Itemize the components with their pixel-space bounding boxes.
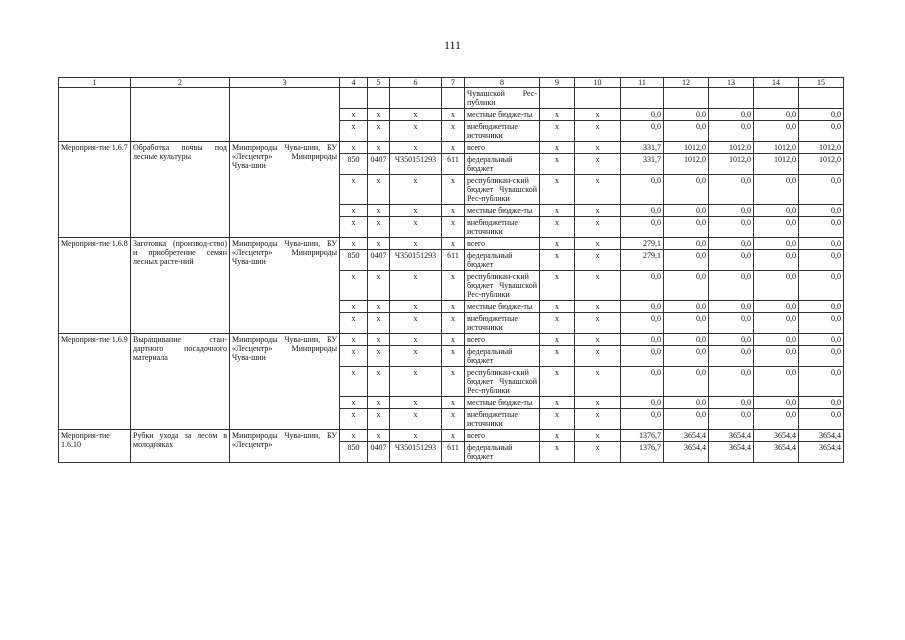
column-number: 1 bbox=[59, 78, 131, 88]
column-number: 4 bbox=[340, 78, 368, 88]
target-article-code: х bbox=[390, 409, 442, 430]
column-number: 10 bbox=[575, 78, 621, 88]
target-article-code: Ч350151293 bbox=[390, 442, 442, 463]
amount-cell: 0,0 bbox=[754, 271, 799, 301]
amount-cell: 0,0 bbox=[664, 250, 709, 271]
empty-cell bbox=[131, 109, 230, 121]
amount-cell: 0,0 bbox=[799, 175, 844, 205]
gl-admin-code: х bbox=[340, 175, 368, 205]
measure-code: Мероприя-тие 1.6.7 bbox=[59, 142, 131, 238]
column-number: 11 bbox=[621, 78, 664, 88]
section-code: х bbox=[368, 301, 390, 313]
amount-cell: 0,0 bbox=[621, 367, 664, 397]
year-col-9: х bbox=[540, 334, 575, 346]
amount-cell: 0,0 bbox=[664, 109, 709, 121]
amount-cell: 0,0 bbox=[709, 301, 754, 313]
amount-cell: 0,0 bbox=[754, 175, 799, 205]
target-article-code: х bbox=[390, 334, 442, 346]
expense-type-code: 611 bbox=[442, 442, 465, 463]
gl-admin-code: х bbox=[340, 409, 368, 430]
amount-cell: 0,0 bbox=[621, 271, 664, 301]
year-col-10: х bbox=[575, 205, 621, 217]
gl-admin-code: 850 bbox=[340, 154, 368, 175]
gl-admin-code: х bbox=[340, 334, 368, 346]
amount-cell: 0,0 bbox=[664, 271, 709, 301]
amount-cell: 1012,0 bbox=[709, 142, 754, 154]
target-article-code: Ч350151293 bbox=[390, 154, 442, 175]
amount-cell: 0,0 bbox=[754, 397, 799, 409]
amount-cell: 0,0 bbox=[754, 313, 799, 334]
gl-admin-code: х bbox=[340, 205, 368, 217]
funding-source: всего bbox=[465, 334, 540, 346]
section-code: 0407 bbox=[368, 154, 390, 175]
expense-type-code: х bbox=[442, 121, 465, 142]
year-col-10: х bbox=[575, 334, 621, 346]
amount-cell: 0,0 bbox=[709, 205, 754, 217]
amount-cell: 0,0 bbox=[709, 217, 754, 238]
amount-cell: 0,0 bbox=[621, 334, 664, 346]
year-col-10: х bbox=[575, 154, 621, 175]
gl-admin-code: х bbox=[340, 367, 368, 397]
funding-source: местные бюдже-ты bbox=[465, 205, 540, 217]
gl-admin-code: х bbox=[340, 142, 368, 154]
year-col-10: х bbox=[575, 409, 621, 430]
amount-cell: 331,7 bbox=[621, 154, 664, 175]
column-number: 15 bbox=[799, 78, 844, 88]
section-code: х bbox=[368, 367, 390, 397]
amount-cell: 1012,0 bbox=[799, 154, 844, 175]
section-code: х bbox=[368, 142, 390, 154]
responsible-executor: Минприроды Чува-шии, БУ «Лесцентр» Минприроды Чува-шии bbox=[230, 334, 340, 430]
amount-cell: 0,0 bbox=[799, 238, 844, 250]
responsible-executor: Минприроды Чува-шии, БУ «Лесцентр» Минприроды Чува-шии bbox=[230, 142, 340, 238]
section-code: х bbox=[368, 334, 390, 346]
gl-admin-code: х bbox=[340, 301, 368, 313]
amount-cell: 3654,4 bbox=[709, 442, 754, 463]
section-code: х bbox=[368, 238, 390, 250]
amount-cell: 0,0 bbox=[664, 205, 709, 217]
expense-type-code: х bbox=[442, 367, 465, 397]
amount-cell: 0,0 bbox=[799, 334, 844, 346]
funding-source: внебюджетные источники bbox=[465, 217, 540, 238]
gl-admin-code: х bbox=[340, 271, 368, 301]
amount-cell: 1012,0 bbox=[709, 154, 754, 175]
year-col-9: х bbox=[540, 409, 575, 430]
column-number: 6 bbox=[390, 78, 442, 88]
amount-cell: 3654,4 bbox=[754, 442, 799, 463]
target-article-code: х bbox=[390, 346, 442, 367]
amount-cell: 0,0 bbox=[709, 109, 754, 121]
amount-cell: 0,0 bbox=[754, 217, 799, 238]
funding-source: Чувашской Рес-публики bbox=[465, 88, 540, 109]
year-col-10: х bbox=[575, 250, 621, 271]
year-col-9: х bbox=[540, 109, 575, 121]
year-col-10: х bbox=[575, 397, 621, 409]
section-code: х bbox=[368, 346, 390, 367]
gl-admin-code: х bbox=[340, 313, 368, 334]
amount-cell: 0,0 bbox=[799, 121, 844, 142]
year-col-10: х bbox=[575, 301, 621, 313]
funding-source: федеральный бюджет bbox=[465, 346, 540, 367]
amount-cell: 0,0 bbox=[709, 175, 754, 205]
amount-cell: 0,0 bbox=[621, 409, 664, 430]
empty-cell bbox=[230, 109, 340, 121]
amount-cell: 0,0 bbox=[664, 301, 709, 313]
amount-cell: 3654,4 bbox=[799, 442, 844, 463]
table-row bbox=[59, 238, 844, 250]
amount-cell: 0,0 bbox=[754, 205, 799, 217]
budget-table bbox=[58, 77, 844, 463]
amount-cell: 0,0 bbox=[799, 271, 844, 301]
amount-cell: 3654,4 bbox=[754, 430, 799, 442]
year-col-9: х bbox=[540, 346, 575, 367]
empty-cell bbox=[799, 88, 844, 109]
amount-cell: 0,0 bbox=[621, 121, 664, 142]
section-code: х bbox=[368, 121, 390, 142]
amount-cell: 0,0 bbox=[754, 121, 799, 142]
amount-cell: 0,0 bbox=[709, 334, 754, 346]
target-article-code: х bbox=[390, 175, 442, 205]
gl-admin-code: х bbox=[340, 121, 368, 142]
year-col-9: х bbox=[540, 217, 575, 238]
table-row bbox=[59, 109, 844, 121]
empty-cell bbox=[754, 88, 799, 109]
empty-cell bbox=[131, 121, 230, 142]
funding-source: республикан-ский бюджет Чувашской Рес-публики bbox=[465, 271, 540, 301]
amount-cell: 0,0 bbox=[754, 409, 799, 430]
year-col-9: х bbox=[540, 121, 575, 142]
funding-source: федеральный бюджет bbox=[465, 442, 540, 463]
amount-cell: 0,0 bbox=[709, 367, 754, 397]
amount-cell: 0,0 bbox=[709, 250, 754, 271]
year-col-9: х bbox=[540, 430, 575, 442]
year-col-9: х bbox=[540, 250, 575, 271]
year-col-10: х bbox=[575, 430, 621, 442]
expense-type-code: х bbox=[442, 205, 465, 217]
amount-cell: 0,0 bbox=[664, 409, 709, 430]
responsible-executor: Минприроды Чува-шии, БУ «Лесцентр» bbox=[230, 430, 340, 463]
amount-cell: 1376,7 bbox=[621, 430, 664, 442]
empty-cell bbox=[709, 88, 754, 109]
section-code: х bbox=[368, 271, 390, 301]
amount-cell: 0,0 bbox=[709, 121, 754, 142]
target-article-code: х bbox=[390, 313, 442, 334]
empty-cell bbox=[442, 88, 465, 109]
expense-type-code: 611 bbox=[442, 154, 465, 175]
funding-source: всего bbox=[465, 142, 540, 154]
amount-cell: 1012,0 bbox=[664, 154, 709, 175]
empty-cell bbox=[340, 88, 368, 109]
amount-cell: 0,0 bbox=[799, 109, 844, 121]
page-number: 111 bbox=[443, 38, 462, 52]
section-code: х bbox=[368, 205, 390, 217]
amount-cell: 0,0 bbox=[799, 301, 844, 313]
amount-cell: 0,0 bbox=[664, 397, 709, 409]
year-col-10: х bbox=[575, 175, 621, 205]
target-article-code: х bbox=[390, 217, 442, 238]
table-row bbox=[59, 142, 844, 154]
measure-code: Мероприя-тие 1.6.9 bbox=[59, 334, 131, 430]
amount-cell: 0,0 bbox=[799, 409, 844, 430]
year-col-9: х bbox=[540, 442, 575, 463]
amount-cell: 3654,4 bbox=[709, 430, 754, 442]
empty-cell bbox=[59, 121, 131, 142]
column-number: 14 bbox=[754, 78, 799, 88]
amount-cell: 0,0 bbox=[621, 205, 664, 217]
amount-cell: 0,0 bbox=[664, 121, 709, 142]
section-code: х bbox=[368, 397, 390, 409]
section-code: х bbox=[368, 409, 390, 430]
section-code: х bbox=[368, 430, 390, 442]
funding-source: внебюджетные источники bbox=[465, 409, 540, 430]
amount-cell: 0,0 bbox=[709, 271, 754, 301]
year-col-10: х bbox=[575, 121, 621, 142]
section-code: 0407 bbox=[368, 442, 390, 463]
amount-cell: 0,0 bbox=[621, 346, 664, 367]
gl-admin-code: х bbox=[340, 430, 368, 442]
target-article-code: х bbox=[390, 205, 442, 217]
empty-cell bbox=[230, 88, 340, 109]
funding-source: местные бюдже-ты bbox=[465, 109, 540, 121]
gl-admin-code: х bbox=[340, 346, 368, 367]
amount-cell: 0,0 bbox=[664, 367, 709, 397]
amount-cell: 3654,4 bbox=[664, 430, 709, 442]
funding-source: федеральный бюджет bbox=[465, 154, 540, 175]
gl-admin-code: х bbox=[340, 397, 368, 409]
gl-admin-code: 850 bbox=[340, 442, 368, 463]
amount-cell: 0,0 bbox=[709, 238, 754, 250]
year-col-10: х bbox=[575, 271, 621, 301]
year-col-10: х bbox=[575, 217, 621, 238]
year-col-9: х bbox=[540, 271, 575, 301]
amount-cell: 0,0 bbox=[621, 397, 664, 409]
amount-cell: 0,0 bbox=[709, 313, 754, 334]
expense-type-code: х bbox=[442, 334, 465, 346]
amount-cell: 0,0 bbox=[754, 334, 799, 346]
empty-cell bbox=[540, 88, 575, 109]
empty-cell bbox=[575, 88, 621, 109]
year-col-9: х bbox=[540, 154, 575, 175]
gl-admin-code: 850 bbox=[340, 250, 368, 271]
section-code: 0407 bbox=[368, 250, 390, 271]
measure-name: Выращивание стан-дартного посадочного материала bbox=[131, 334, 230, 430]
expense-type-code: 611 bbox=[442, 250, 465, 271]
table-row bbox=[59, 334, 844, 346]
amount-cell: 1012,0 bbox=[799, 142, 844, 154]
target-article-code: х bbox=[390, 430, 442, 442]
empty-cell bbox=[664, 88, 709, 109]
funding-source: местные бюдже-ты bbox=[465, 301, 540, 313]
year-col-10: х bbox=[575, 442, 621, 463]
year-col-10: х bbox=[575, 142, 621, 154]
expense-type-code: х bbox=[442, 217, 465, 238]
expense-type-code: х bbox=[442, 409, 465, 430]
gl-admin-code: х bbox=[340, 238, 368, 250]
amount-cell: 0,0 bbox=[709, 397, 754, 409]
year-col-9: х bbox=[540, 301, 575, 313]
amount-cell: 0,0 bbox=[664, 313, 709, 334]
column-number: 7 bbox=[442, 78, 465, 88]
expense-type-code: х bbox=[442, 109, 465, 121]
funding-source: всего bbox=[465, 430, 540, 442]
amount-cell: 0,0 bbox=[621, 109, 664, 121]
table-row bbox=[59, 88, 844, 109]
funding-source: местные бюдже-ты bbox=[465, 397, 540, 409]
column-number: 8 bbox=[465, 78, 540, 88]
amount-cell: 0,0 bbox=[664, 346, 709, 367]
amount-cell: 0,0 bbox=[709, 409, 754, 430]
amount-cell: 0,0 bbox=[799, 217, 844, 238]
amount-cell: 0,0 bbox=[754, 250, 799, 271]
amount-cell: 279,1 bbox=[621, 238, 664, 250]
expense-type-code: х bbox=[442, 142, 465, 154]
amount-cell: 3654,4 bbox=[664, 442, 709, 463]
section-code: х bbox=[368, 217, 390, 238]
target-article-code: х bbox=[390, 109, 442, 121]
amount-cell: 0,0 bbox=[709, 346, 754, 367]
target-article-code: Ч350151293 bbox=[390, 250, 442, 271]
empty-cell bbox=[621, 88, 664, 109]
expense-type-code: х bbox=[442, 313, 465, 334]
year-col-9: х bbox=[540, 175, 575, 205]
funding-source: федеральный бюджет bbox=[465, 250, 540, 271]
amount-cell: 0,0 bbox=[621, 217, 664, 238]
amount-cell: 0,0 bbox=[664, 334, 709, 346]
amount-cell: 0,0 bbox=[754, 238, 799, 250]
column-number: 13 bbox=[709, 78, 754, 88]
column-number: 12 bbox=[664, 78, 709, 88]
amount-cell: 0,0 bbox=[621, 301, 664, 313]
amount-cell: 279,1 bbox=[621, 250, 664, 271]
column-number: 9 bbox=[540, 78, 575, 88]
target-article-code: х bbox=[390, 142, 442, 154]
amount-cell: 0,0 bbox=[621, 175, 664, 205]
column-number: 3 bbox=[230, 78, 340, 88]
expense-type-code: х bbox=[442, 238, 465, 250]
section-code: х bbox=[368, 109, 390, 121]
section-code: х bbox=[368, 175, 390, 205]
amount-cell: 3654,4 bbox=[799, 430, 844, 442]
section-code: х bbox=[368, 313, 390, 334]
year-col-9: х bbox=[540, 142, 575, 154]
amount-cell: 0,0 bbox=[799, 346, 844, 367]
table-row bbox=[59, 121, 844, 142]
amount-cell: 0,0 bbox=[621, 313, 664, 334]
year-col-10: х bbox=[575, 109, 621, 121]
year-col-9: х bbox=[540, 238, 575, 250]
amount-cell: 331,7 bbox=[621, 142, 664, 154]
column-number: 2 bbox=[131, 78, 230, 88]
empty-cell bbox=[368, 88, 390, 109]
amount-cell: 1012,0 bbox=[754, 154, 799, 175]
year-col-10: х bbox=[575, 367, 621, 397]
funding-source: республикан-ский бюджет Чувашской Рес-публики bbox=[465, 175, 540, 205]
empty-cell bbox=[59, 88, 131, 109]
amount-cell: 0,0 bbox=[754, 346, 799, 367]
target-article-code: х bbox=[390, 367, 442, 397]
funding-source: внебюджетные источники bbox=[465, 121, 540, 142]
amount-cell: 0,0 bbox=[754, 367, 799, 397]
empty-cell bbox=[59, 109, 131, 121]
amount-cell: 0,0 bbox=[664, 238, 709, 250]
amount-cell: 0,0 bbox=[799, 313, 844, 334]
column-number: 5 bbox=[368, 78, 390, 88]
responsible-executor: Минприроды Чува-шии, БУ «Лесцентр» Минприроды Чува-шии bbox=[230, 238, 340, 334]
target-article-code: х bbox=[390, 238, 442, 250]
measure-name: Рубки ухода за лесом в молодняках bbox=[131, 430, 230, 463]
expense-type-code: х bbox=[442, 175, 465, 205]
amount-cell: 0,0 bbox=[799, 367, 844, 397]
amount-cell: 1012,0 bbox=[754, 142, 799, 154]
amount-cell: 1376,7 bbox=[621, 442, 664, 463]
year-col-9: х bbox=[540, 367, 575, 397]
amount-cell: 0,0 bbox=[799, 250, 844, 271]
empty-cell bbox=[390, 88, 442, 109]
amount-cell: 0,0 bbox=[754, 109, 799, 121]
funding-source: внебюджетные источники bbox=[465, 313, 540, 334]
measure-code: Мероприя-тие 1.6.10 bbox=[59, 430, 131, 463]
measure-name: Заготовка (производ-ство) и приобретение семян лесных расте-ний bbox=[131, 238, 230, 334]
year-col-10: х bbox=[575, 313, 621, 334]
expense-type-code: х bbox=[442, 397, 465, 409]
amount-cell: 0,0 bbox=[754, 301, 799, 313]
table-row bbox=[59, 430, 844, 442]
funding-source: всего bbox=[465, 238, 540, 250]
amount-cell: 0,0 bbox=[799, 397, 844, 409]
gl-admin-code: х bbox=[340, 217, 368, 238]
amount-cell: 0,0 bbox=[664, 175, 709, 205]
year-col-9: х bbox=[540, 313, 575, 334]
measure-code: Мероприя-тие 1.6.8 bbox=[59, 238, 131, 334]
funding-source: республикан-ский бюджет Чувашской Рес-публики bbox=[465, 367, 540, 397]
empty-cell bbox=[131, 88, 230, 109]
expense-type-code: х bbox=[442, 271, 465, 301]
target-article-code: х bbox=[390, 271, 442, 301]
target-article-code: х bbox=[390, 397, 442, 409]
year-col-10: х bbox=[575, 346, 621, 367]
year-col-9: х bbox=[540, 205, 575, 217]
empty-cell bbox=[230, 121, 340, 142]
amount-cell: 0,0 bbox=[664, 217, 709, 238]
gl-admin-code: х bbox=[340, 109, 368, 121]
expense-type-code: х bbox=[442, 346, 465, 367]
expense-type-code: х bbox=[442, 430, 465, 442]
year-col-10: х bbox=[575, 238, 621, 250]
target-article-code: х bbox=[390, 301, 442, 313]
header-row bbox=[59, 78, 844, 88]
year-col-9: х bbox=[540, 397, 575, 409]
amount-cell: 0,0 bbox=[799, 205, 844, 217]
measure-name: Обработка почвы под лесные культуры bbox=[131, 142, 230, 238]
amount-cell: 1012,0 bbox=[664, 142, 709, 154]
target-article-code: х bbox=[390, 121, 442, 142]
expense-type-code: х bbox=[442, 301, 465, 313]
